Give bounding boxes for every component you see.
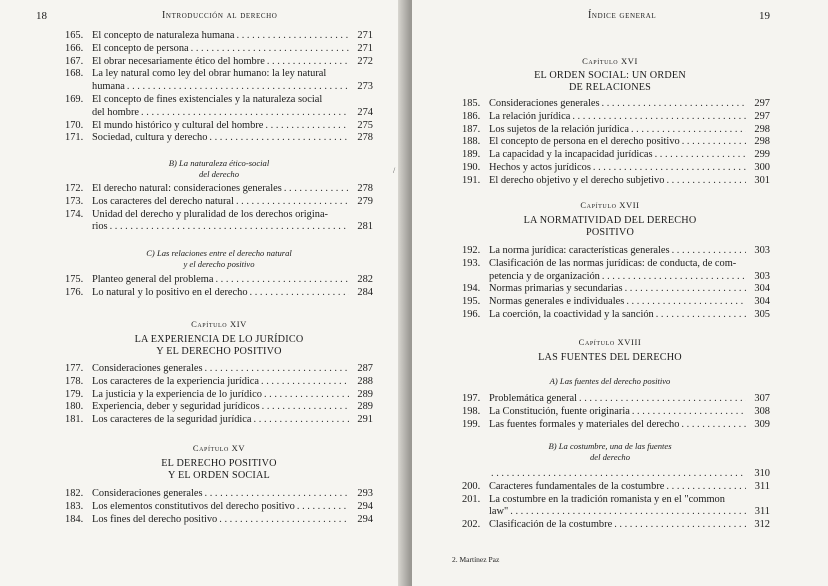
entry-page: 297	[754, 98, 770, 109]
entry-title: La capacidad y la incapacidad jurídicas	[489, 149, 653, 161]
entry-title: Consideraciones generales	[92, 363, 203, 374]
entry-title: La norma jurídica: características generales	[489, 245, 670, 256]
leader-dots	[139, 107, 349, 120]
entry-number: 192.	[462, 245, 481, 256]
entry-page: 282	[357, 274, 373, 285]
toc-entry	[462, 175, 770, 188]
leader-dots	[260, 401, 349, 414]
entry-title: El obrar necesariamente ético del hombre	[92, 55, 265, 67]
leader-dots	[203, 363, 349, 376]
toc-entry	[65, 132, 373, 145]
entry-title: Planteo general del problema	[92, 274, 214, 285]
toc-group-c	[65, 274, 373, 300]
entry-page: 300	[754, 161, 770, 173]
toc-entry	[65, 94, 373, 120]
entry-page: 298	[754, 123, 770, 135]
entry-number: 187.	[462, 123, 481, 135]
entry-title: Clasificación de la costumbre	[489, 519, 613, 531]
toc-entry	[65, 209, 373, 235]
leader-dots	[570, 111, 746, 124]
entry-number: 173.	[65, 195, 84, 207]
leader-dots	[654, 309, 746, 322]
chapter-xv-title	[65, 458, 373, 481]
toc-entry	[462, 136, 770, 149]
entry-page: 289	[357, 401, 373, 413]
entry-title: Problemática general	[489, 393, 577, 404]
entry-title: La costumbre en la tradición romanista y en el "common	[489, 493, 725, 505]
toc-entry	[65, 43, 373, 56]
heading-line: POSITIVO	[585, 226, 634, 238]
entry-page: 303	[754, 245, 770, 256]
right-page-number: 19	[759, 10, 770, 22]
toc-entry	[462, 393, 770, 406]
entry-number: 178.	[65, 375, 84, 387]
toc-entry	[65, 389, 373, 402]
heading-line: B) La naturaleza ético-social	[168, 158, 270, 168]
entry-number: 170.	[65, 119, 84, 131]
entry-number: 168.	[65, 68, 84, 80]
toc-entry	[462, 98, 770, 111]
leader-dots	[125, 81, 349, 94]
leader-dots	[252, 414, 349, 427]
entry-number: 185.	[462, 98, 481, 109]
chapter-xvi-label: Capítulo XVI	[582, 56, 638, 66]
right-page	[412, 0, 828, 586]
leader-dots	[664, 175, 746, 188]
entry-number: 193.	[462, 257, 481, 269]
entry-number: 186.	[462, 110, 481, 122]
toc-group-xiv	[65, 363, 373, 427]
toc-entry	[462, 283, 770, 296]
entry-page: 272	[357, 55, 373, 67]
entry-title: La justicia y la experiencia de lo jurídico	[92, 388, 262, 400]
leader-dots	[248, 287, 349, 300]
entry-number: 198.	[462, 405, 481, 417]
entry-title: Hechos y actos jurídicos	[489, 161, 591, 173]
heading-line: LAS FUENTES DEL DERECHO	[538, 352, 682, 363]
entry-page: 311	[754, 480, 770, 492]
leader-dots	[624, 296, 746, 309]
entry-page: 288	[357, 375, 373, 387]
entry-page: 271	[357, 30, 373, 41]
toc-entry	[65, 376, 373, 389]
entry-number: 169.	[65, 93, 84, 105]
toc-group-a	[65, 30, 373, 145]
leader-dots	[207, 132, 349, 145]
leader-dots	[670, 245, 746, 258]
entry-number: 165.	[65, 30, 84, 41]
heading-line: del derecho	[198, 168, 239, 179]
entry-page: 310	[754, 468, 770, 479]
toc-entry	[65, 401, 373, 414]
entry-title: rios	[92, 221, 108, 233]
entry-title: La Constitución, fuente originaria	[489, 405, 630, 417]
entry-title: La coerción, la coactividad y la sanción	[489, 308, 654, 320]
entry-page: 307	[754, 393, 770, 404]
chapter-xviii-label: Capítulo XVIII	[578, 337, 642, 347]
entry-page: 297	[754, 110, 770, 122]
entry-page: 278	[357, 132, 373, 144]
entry-page: 284	[357, 286, 373, 298]
entry-page: 305	[754, 308, 770, 320]
chapter-xiv-label: Capítulo XIV	[191, 319, 247, 329]
entry-number: 195.	[462, 296, 481, 308]
toc-entry	[65, 56, 373, 69]
entry-number: 188.	[462, 136, 481, 148]
entry-page: 274	[357, 106, 373, 118]
entry-page: 291	[357, 414, 373, 426]
leader-dots	[203, 488, 349, 501]
entry-page: 301	[754, 174, 770, 186]
entry-page: 309	[754, 418, 770, 430]
toc-entry	[65, 30, 373, 43]
entry-page: 289	[357, 388, 373, 400]
entry-title: Normas generales e individuales	[489, 296, 625, 308]
entry-number: 176.	[65, 286, 84, 298]
leader-dots	[653, 149, 746, 162]
toc-entry	[65, 183, 373, 196]
entry-number: 183.	[65, 500, 84, 512]
toc-entry	[65, 501, 373, 514]
entry-number: 201.	[462, 493, 481, 505]
entry-page: 303	[754, 270, 770, 282]
toc-entry	[65, 363, 373, 376]
toc-entry	[65, 287, 373, 300]
entry-number: 191.	[462, 174, 481, 186]
entry-number: 166.	[65, 42, 84, 54]
entry-page: 304	[754, 296, 770, 308]
heading-line: C) Las relaciones entre el derecho natural	[146, 248, 292, 258]
heading-line: EL ORDEN SOCIAL: UN ORDEN	[534, 70, 686, 81]
entry-page: 298	[754, 136, 770, 148]
entry-title: El concepto de naturaleza humana	[92, 30, 235, 41]
entry-title: Clasificación de las normas jurídicas: de conducta, de com-	[489, 257, 737, 269]
entry-title: Los caracteres del derecho natural	[92, 195, 234, 207]
entry-title: El concepto de fines existenciales y la naturaleza social	[92, 93, 323, 105]
toc-entry	[65, 196, 373, 209]
heading-line: A) Las fuentes del derecho positivo	[549, 376, 671, 386]
entry-title: Los fines del derecho positivo	[92, 513, 218, 525]
chapter-xiv-title	[65, 334, 373, 357]
toc-entry	[462, 468, 770, 481]
toc-entry	[462, 309, 770, 322]
leader-dots	[591, 162, 746, 175]
entry-page: 287	[357, 363, 373, 374]
footer-signature: 2. Martínez Paz	[452, 555, 500, 564]
entry-title: Consideraciones generales	[489, 98, 600, 109]
entry-page: 293	[357, 488, 373, 499]
leader-dots	[623, 283, 746, 296]
heading-line: LA EXPERIENCIA DE LO JURÍDICO	[134, 334, 304, 345]
entry-title: Los caracteres de la seguridad jurídica	[92, 414, 252, 426]
toc-group-xviii-a	[462, 393, 770, 431]
entry-number: 189.	[462, 149, 481, 161]
toc-entry	[462, 162, 770, 175]
toc-entry	[462, 481, 770, 494]
heading-line: Y EL ORDEN SOCIAL	[168, 469, 270, 481]
heading-line: Y EL DERECHO POSITIVO	[156, 345, 282, 357]
entry-title: El concepto de persona	[92, 42, 189, 54]
toc-group-xviii-b	[462, 468, 770, 532]
toc-entry	[65, 68, 373, 94]
entry-page: 311	[754, 506, 770, 518]
leader-dots	[235, 30, 349, 43]
entry-title: Normas primarias y secundarias	[489, 283, 623, 295]
entry-title: La relación jurídica	[489, 110, 571, 122]
entry-title: El mundo histórico y cultural del hombre	[92, 119, 264, 131]
entry-title: Los caracteres de la experiencia jurídica	[92, 375, 260, 387]
left-running-head: Introducción al derecho	[162, 10, 278, 21]
chapter-xvi-title	[460, 70, 760, 93]
entry-title: El derecho objetivo y el derecho subjetivo	[489, 174, 665, 186]
leader-dots	[577, 393, 746, 406]
toc-entry	[462, 245, 770, 258]
toc-group-xv	[65, 488, 373, 526]
entry-page: 271	[357, 42, 373, 54]
toc-entry	[462, 419, 770, 432]
entry-number: 179.	[65, 388, 84, 400]
toc-entry	[462, 494, 770, 520]
entry-title: Caracteres fundamentales de la costumbre	[489, 480, 665, 492]
toc-entry	[462, 519, 770, 532]
toc-entry	[462, 149, 770, 162]
entry-number: 197.	[462, 393, 481, 404]
toc-entry	[462, 111, 770, 124]
leader-dots	[265, 56, 349, 69]
toc-entry	[462, 296, 770, 309]
heading-line: LA NORMATIVIDAD DEL DERECHO	[523, 215, 697, 226]
leader-dots	[263, 120, 349, 133]
leader-dots	[282, 183, 349, 196]
entry-number: 182.	[65, 488, 84, 499]
entry-number: 172.	[65, 183, 84, 194]
toc-group-xvi	[462, 98, 770, 188]
entry-number: 177.	[65, 363, 84, 374]
heading-line: B) La costumbre, una de las fuentes	[548, 441, 672, 451]
heading-line: EL DERECHO POSITIVO	[161, 458, 277, 469]
entry-title: El derecho natural: consideraciones generales	[92, 183, 282, 194]
leader-dots	[234, 196, 349, 209]
toc-entry	[65, 274, 373, 287]
entry-title: La ley natural como ley del obrar humano: la ley natural	[92, 68, 327, 80]
entry-page: 294	[357, 500, 373, 512]
leader-dots	[629, 124, 746, 137]
entry-page: 308	[754, 405, 770, 417]
entry-page: 294	[357, 513, 373, 525]
entry-page: 312	[754, 519, 770, 531]
entry-page: 281	[357, 221, 373, 233]
section-heading-b-costumbre	[460, 441, 760, 462]
entry-title: petencia y de organización	[489, 270, 600, 282]
leader-dots	[612, 519, 746, 532]
heading-line: y el derecho positivo	[183, 258, 255, 269]
entry-number: 184.	[65, 513, 84, 525]
chapter-xvii-label: Capítulo XVII	[580, 200, 640, 210]
left-page: 18 Introducción al derecho 165. El concepto de naturaleza humana . . . 271 166. El concepto de persona . . . 271 167. El obrar necesariamente ético del hombre . . . 272 168. La ley natural como ley del obrar humano: la ley natural humana . . . 273 169. El concepto de fines existenciales y la naturaleza social del hombre . . . 274 170. El mundo histórico y cultural del hombre . . . 275 171. Sociedad, cultura y derecho . . . 278 B) La naturaleza ético-social del derecho 172. El derecho natural: consideraciones generales . . . 278 173. Los caracteres del derecho natural . . . 279 174. Unidad del derecho y pluralidad de los derechos origina- rios . . . 281 C) Las relaciones entre el derecho natural y el derecho positivo 175. Planteo general del problema . . . 282 176. Lo natural y lo positivo en el derecho . . . 284 Capítulo XIV LA EXPERIENCIA DE LO JURÍDICO Y EL DERECHO POSITIVO 177. Consideraciones generales . . . 287 178. Los caracteres de la experiencia jurídica . . . 288 179. La justicia y la experiencia de lo jurídico . . . 289 180. Experiencia, deber y seguridad jurídicos . . . 289 181. Los caracteres de la seguridad jurídica . . . 291 Capítulo XV EL DERECHO POSITIVO Y EL ORDEN SOCIAL 182. Consideraciones generales . . . 293 183. Los elementos constitutivos del derecho positivo . . . 294 184. Los fines del derecho positivo . . . 294 /	[0, 0, 400, 586]
entry-title: Experiencia, deber y seguridad jurídicos	[92, 401, 260, 413]
entry-number: 174.	[65, 208, 84, 220]
toc-group-xvii	[462, 245, 770, 322]
leader-dots	[213, 274, 349, 287]
right-running-head: Índice general	[588, 10, 657, 21]
section-heading-a	[460, 376, 760, 387]
leader-dots	[664, 481, 746, 494]
entry-number: 181.	[65, 414, 84, 426]
entry-number: 194.	[462, 283, 481, 295]
leader-dots	[680, 136, 746, 149]
entry-number: 167.	[65, 55, 84, 67]
entry-number: 171.	[65, 132, 84, 144]
entry-number: 175.	[65, 274, 84, 285]
leader-dots	[189, 43, 349, 56]
toc-entry	[462, 258, 770, 284]
entry-title: Las fuentes formales y materiales del derecho	[489, 418, 680, 430]
entry-title: Sociedad, cultura y derecho	[92, 132, 208, 144]
leader-dots	[262, 389, 349, 402]
section-heading-c	[65, 248, 373, 269]
toc-entry	[462, 124, 770, 137]
leader-dots	[295, 501, 349, 514]
entry-title: del hombre	[92, 106, 140, 118]
entry-number: 196.	[462, 308, 481, 320]
entry-title: Los sujetos de la relación jurídica	[489, 123, 629, 135]
entry-page: 304	[754, 283, 770, 295]
left-page-number: 18	[36, 10, 47, 22]
heading-line: del derecho	[589, 451, 630, 462]
entry-title: humana	[92, 81, 125, 93]
leader-dots	[508, 506, 746, 519]
toc-entry	[65, 120, 373, 133]
entry-page: 278	[357, 183, 373, 194]
entry-title: Lo natural y lo positivo en el derecho	[92, 286, 248, 298]
toc-entry	[462, 406, 770, 419]
entry-title: Consideraciones generales	[92, 488, 203, 499]
leader-dots	[108, 221, 349, 234]
entry-number: 199.	[462, 418, 481, 430]
entry-page: 279	[357, 195, 373, 207]
chapter-xv-label: Capítulo XV	[192, 443, 246, 453]
chapter-xvii-title	[460, 215, 760, 238]
leader-dots	[259, 376, 349, 389]
entry-number: 190.	[462, 161, 481, 173]
toc-entry	[65, 488, 373, 501]
entry-title: law"	[489, 506, 509, 518]
entry-number: 200.	[462, 480, 481, 492]
toc-entry	[65, 514, 373, 527]
entry-page: 275	[357, 119, 373, 131]
chapter-xviii-title	[460, 352, 760, 364]
entry-number: 180.	[65, 401, 84, 413]
leader-dots	[600, 271, 746, 284]
entry-title: Unidad del derecho y pluralidad de los derechos origina-	[92, 208, 329, 220]
leader-dots	[630, 406, 746, 419]
entry-title: El concepto de persona en el derecho positivo	[489, 136, 680, 148]
entry-number: 202.	[462, 519, 481, 531]
heading-line: DE RELACIONES	[568, 81, 652, 93]
entry-title: Los elementos constitutivos del derecho positivo	[92, 500, 295, 512]
entry-page: 273	[357, 81, 373, 93]
leader-dots	[217, 514, 349, 527]
leader-dots	[600, 98, 746, 111]
toc-group-b	[65, 183, 373, 234]
section-heading-b	[65, 158, 373, 179]
leader-dots	[679, 419, 746, 432]
toc-entry	[65, 414, 373, 427]
entry-page: 299	[754, 149, 770, 161]
leader-dots	[489, 468, 746, 481]
